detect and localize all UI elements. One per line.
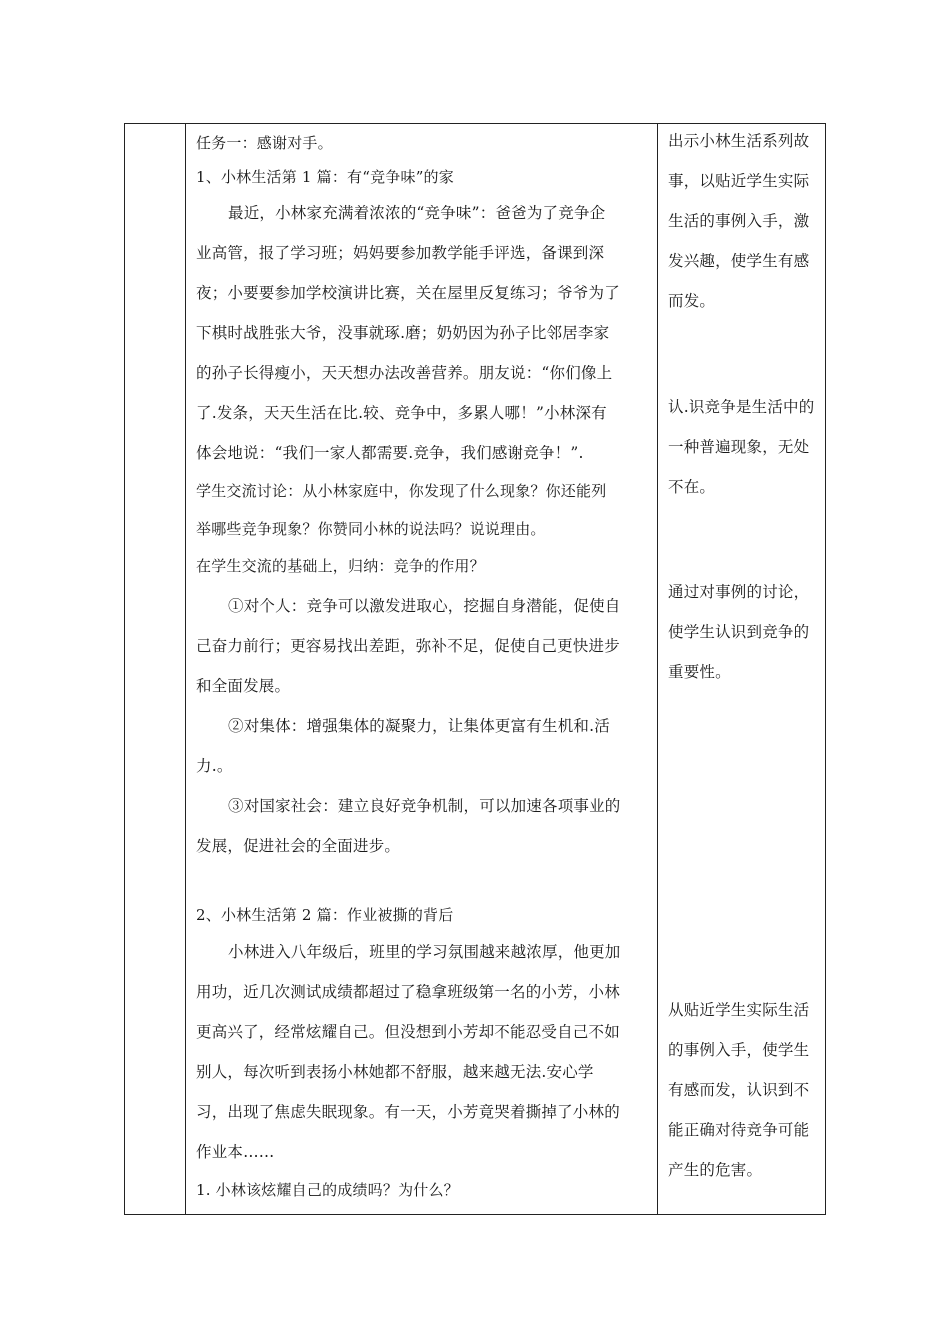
note-line: 生活的事例入手，激 [668,212,810,230]
role-society-line: 发展，促进社会的全面进步。 [196,837,401,855]
role-collective-line: ②对集体：增强集体的凝聚力，让集体更富有生机和.活 [228,717,610,735]
discussion-line: 学生交流讨论：从小林家庭中，你发现了什么现象？你还能列 [196,482,607,500]
story-2-line: 用功，近几次测试成绩都超过了稳拿班级第一名的小芳，小林 [196,983,620,1001]
note-line: 产生的危害。 [668,1161,763,1179]
note-line: 出示小林生活系列故 [668,132,810,150]
story-1-line: 最近，小林家充满着浓浓的“竞争味”：爸爸为了竞争企 [228,204,606,222]
note-line: 能正确对待竞争可能 [668,1121,810,1139]
story-2-line: 别人，每次听到表扬小林她都不舒服，越来越无法.安心学 [196,1063,594,1081]
teaching-content-column [186,124,658,1214]
story-2-line: 更高兴了，经常炫耀自己。但没想到小芳却不能忍受自己不如 [196,1023,620,1041]
story-1-title: 1、小林生活第 1 篇：有“竞争味”的家 [196,168,454,186]
story-1-line: 下棋时战胜张大爷，没事就琢.磨；奶奶因为孙子比邻居李家 [196,324,610,342]
note-line: 有感而发，认识到不 [668,1081,810,1099]
role-individual-line: ①对个人：竞争可以激发进取心，挖掘自身潜能，促使自 [228,597,621,615]
story-1-line: 体会地说：“我们一家人都需要.竞争，我们感谢竞争！”. [196,444,584,462]
note-line: 通过对事例的讨论， [668,583,810,601]
design-intent-column [659,124,825,1214]
story-1-line: 了.发条，天天生活在比.较、竞争中，多累人哪！”小林深有 [196,404,607,422]
note-line: 不在。 [668,478,716,496]
discussion-line: 举哪些竞争现象？你赞同小林的说法吗？说说理由。 [196,520,546,538]
note-line: 重要性。 [668,663,731,681]
role-individual-line: 己奋力前行；更容易找出差距，弥补不足，促使自己更快进步 [196,637,620,655]
lesson-plan-table [124,123,826,1215]
note-line: 事，以贴近学生实际 [668,172,810,190]
summary-line: 在学生交流的基础上，归纳：竞争的作用？ [196,557,485,575]
story-2-line: 小林进入八年级后，班里的学习氛围越来越浓厚，他更加 [228,943,621,961]
question-line: 1. 小林该炫耀自己的成绩吗？为什么？ [196,1181,459,1199]
story-2-line: 作业本…… [196,1143,275,1161]
story-1-line: 的孙子长得瘦小，天天想办法改善营养。朋友说：“你们像上 [196,364,613,382]
note-line: 而发。 [668,292,716,310]
story-1-line: 业高管，报了学习班；妈妈要参加教学能手评选，备课到深 [196,244,605,262]
note-line: 发兴趣，使学生有感 [668,252,810,270]
story-2-line: 习，出现了焦虑失眠现象。有一天，小芳竟哭着撕掉了小林的 [196,1103,620,1121]
note-line: 的事例入手，使学生 [668,1041,810,1059]
story-1-line: 夜；小要要参加学校演讲比赛，关在屋里反复练习；爷爷为了 [196,284,620,302]
note-line: 从贴近学生实际生活 [668,1001,810,1019]
task-heading: 任务一：感谢对手。 [196,134,333,152]
story-2-title: 2、小林生活第 2 篇：作业被撕的背后 [196,906,454,924]
role-society-line: ③对国家社会：建立良好竞争机制，可以加速各项事业的 [228,797,621,815]
role-collective-line: 力.。 [196,757,233,775]
note-line: 认.识竞争是生活中的 [668,398,815,416]
note-line: 使学生认识到竞争的 [668,623,810,641]
role-individual-line: 和全面发展。 [196,677,291,695]
note-line: 一种普遍现象，无处 [668,438,810,456]
